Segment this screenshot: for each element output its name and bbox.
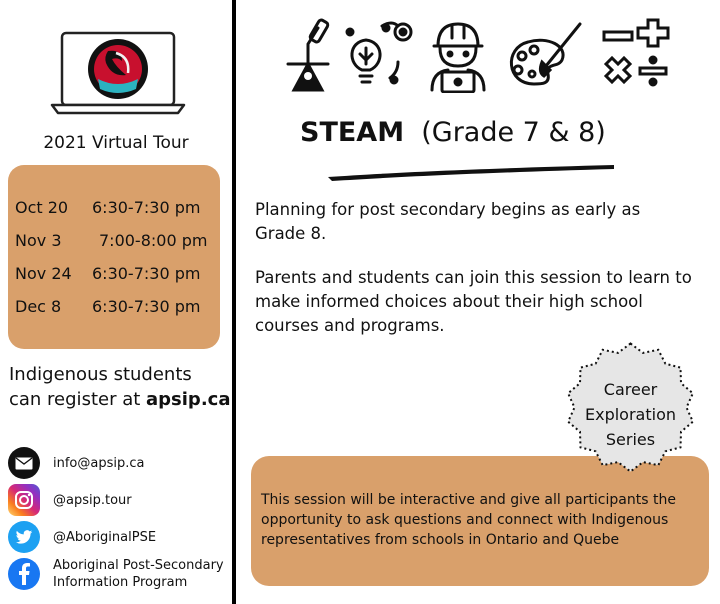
badge-line2: Exploration [585, 405, 676, 424]
badge-line3: Series [605, 430, 656, 449]
register-line2 [9, 387, 230, 412]
register-line1: Indigenous students [9, 364, 192, 385]
schedule-date: Nov 3 [15, 231, 62, 250]
register-text [9, 362, 230, 412]
instagram-icon [8, 484, 40, 516]
schedule-date: Nov 24 [15, 264, 72, 283]
schedule-time: 7:00-8:00 pm [99, 231, 208, 250]
email-text: info@apsip.ca [53, 455, 145, 471]
contact-email[interactable] [8, 447, 144, 479]
schedule-row [15, 198, 201, 217]
column-divider [232, 0, 236, 604]
steam-title-bold: STEAM [300, 117, 405, 148]
science-icon [288, 19, 329, 90]
steam-title [300, 117, 606, 148]
contact-twitter[interactable] [8, 521, 156, 553]
schedule-box [8, 165, 220, 349]
tour-title: 2021 Virtual Tour [43, 133, 189, 153]
schedule-date: Dec 8 [15, 297, 62, 316]
badge-text [563, 377, 698, 452]
contact-instagram[interactable] [8, 484, 132, 516]
laptop-logo-icon [50, 31, 186, 115]
facebook-text-line2: Information Program [53, 575, 188, 590]
intro-paragraph-1: Planning for post secondary begins as early as Grade 8. [255, 200, 641, 243]
register-prefix: can register at [9, 389, 147, 410]
schedule-time: 6:30-7:30 pm [92, 264, 201, 283]
twitter-text: @AboriginalPSE [53, 529, 157, 545]
intro-paragraph-2: Parents and students can join this session to learn to make informed choices about their high school courses and programs. [255, 268, 692, 335]
schedule-row [15, 231, 208, 250]
twitter-icon [8, 521, 40, 553]
register-site-link[interactable]: apsip.ca [146, 389, 231, 410]
email-icon [8, 447, 40, 479]
math-symbols-icon [604, 20, 668, 85]
session-note-text: This session will be interactive and give all participants the opportunity to ask questions and connect with Indigenous representatives from schools in Ontario and Quebe [261, 492, 676, 548]
tech-lightbulb-icon [347, 23, 411, 83]
schedule-time: 6:30-7:30 pm [92, 198, 201, 217]
session-note-box [251, 456, 709, 586]
steam-icons-row [286, 18, 681, 93]
facebook-icon [8, 558, 40, 590]
steam-title-grade: (Grade 7 & 8) [404, 117, 606, 148]
schedule-time: 6:30-7:30 pm [92, 297, 201, 316]
facebook-text [53, 557, 224, 591]
contact-facebook[interactable] [8, 558, 224, 590]
badge-line1: Career [603, 380, 658, 399]
engineer-icon [432, 24, 484, 92]
art-palette-icon [511, 24, 580, 84]
title-underline-stroke [326, 163, 616, 181]
facebook-text-line1: Aboriginal Post-Secondary [53, 558, 224, 573]
schedule-row [15, 297, 201, 316]
instagram-text: @apsip.tour [53, 492, 132, 508]
intro-text [255, 198, 695, 358]
schedule-date: Oct 20 [15, 198, 69, 217]
schedule-row [15, 264, 201, 283]
